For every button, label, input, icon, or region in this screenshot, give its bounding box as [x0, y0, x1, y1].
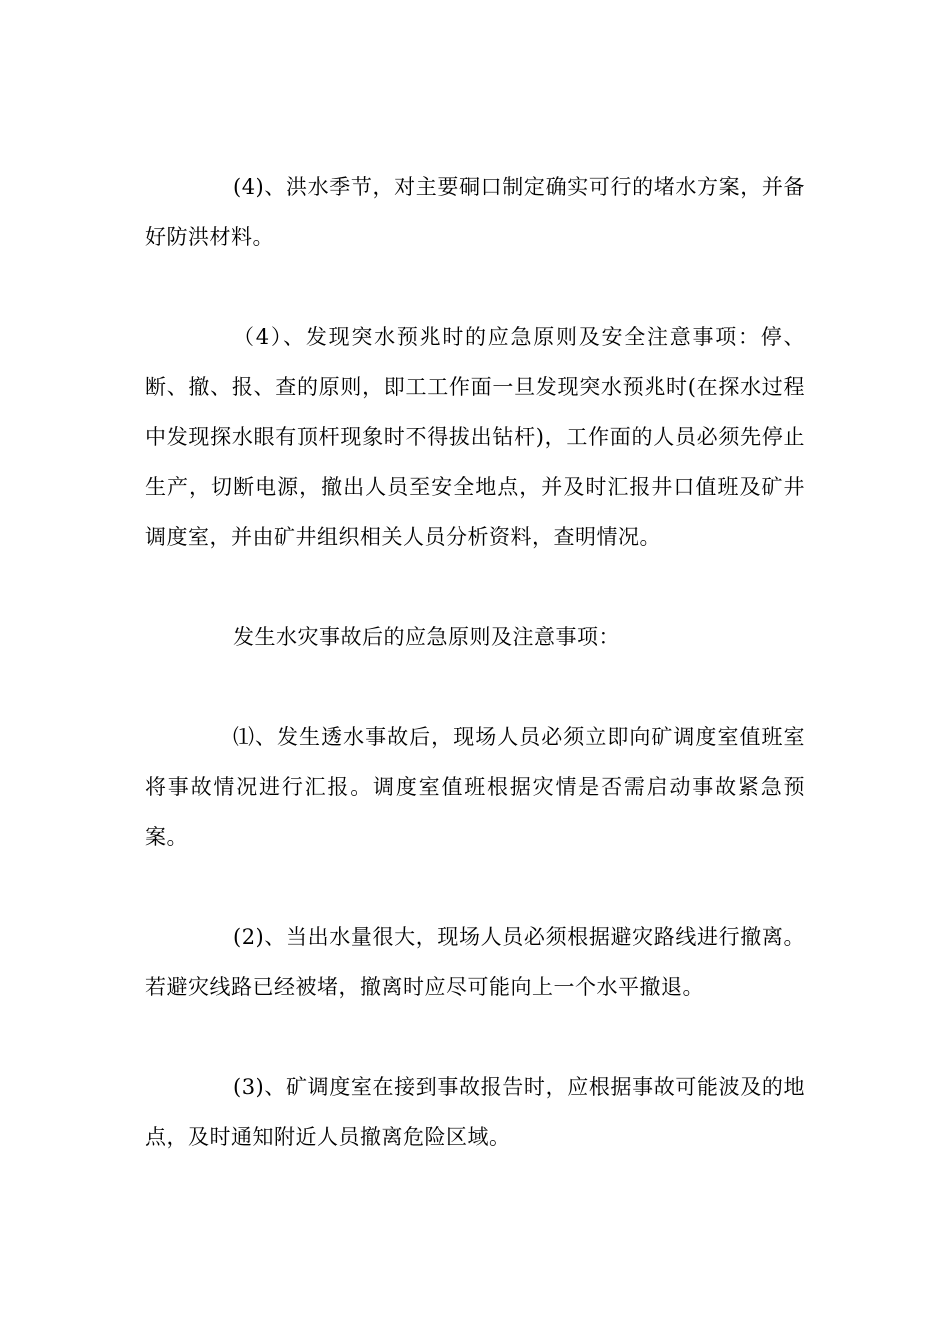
section-heading-water-disaster: 发生水灾事故后的应急原则及注意事项：	[233, 625, 620, 649]
paragraph-item-2: (2)、当出水量很大，现场人员必须根据避灾路线进行撤离。若避灾线路已经被堵，撤离时应尽可能向上一个水平撤退。	[145, 925, 805, 999]
paragraph-item-1: ⑴、发生透水事故后，现场人员必须立即向矿调度室值班室将事故情况进行汇报。调度室值班根据灾情是否需启动事故紧急预案。	[145, 725, 805, 849]
paragraph-water-inrush-warning: （4）、发现突水预兆时的应急原则及安全注意事项：停、断、撤、报、查的原则，即工工作面一旦发现突水预兆时(在探水过程中发现探水眼有顶杆现象时不得拔出钻杆)，工作面的人员必须先停止生产，切断电源，撤出人员至安全地点，并及时汇报井口值班及矿井调度室，并由矿井组织相关人员分析资料，查明情况。	[145, 325, 805, 549]
paragraph-flood-season: (4)、洪水季节，对主要硐口制定确实可行的堵水方案，并备好防洪材料。	[145, 175, 805, 249]
paragraph-item-3: (3)、矿调度室在接到事故报告时，应根据事故可能波及的地点，及时通知附近人员撤离危险区域。	[145, 1075, 805, 1149]
